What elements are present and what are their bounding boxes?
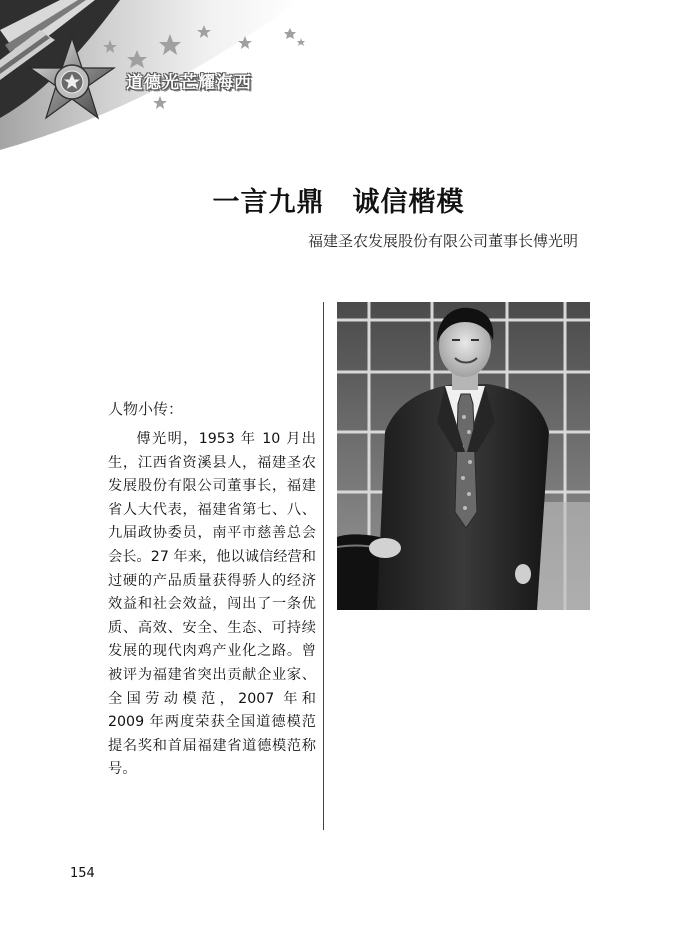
article-subtitle: 福建圣农发展股份有限公司董事长傅光明 [307, 232, 578, 250]
series-title: 道德光芒耀海西 [126, 73, 252, 93]
bio-heading: 人物小传： [108, 400, 184, 418]
header-banner [0, 0, 677, 150]
portrait-photo [337, 302, 590, 610]
bio-paragraph: 傅光明，1953 年 10 月出生，江西省资溪县人，福建圣农发展股份有限公司董事长，福建省人大代表，福建省第七、八、九届政协委员，南平市慈善总会会长。27 年来，他以诚信经营和过硬的产品质量获得骄人的经济效益和社会效益，闯出了一条优质、高效、安全、生态、可持续发展的现代肉鸡产业化之路。曾被评为福建省突出贡献企业家、全国劳动模范，2007 年和 2009 年两度荣获全国道德模范提名奖和首届福建省道德模范称号。 [108, 431, 316, 778]
article-title: 一言九鼎 诚信楷模 [212, 187, 465, 218]
column-divider [323, 302, 324, 830]
page-number: 154 [70, 866, 95, 881]
